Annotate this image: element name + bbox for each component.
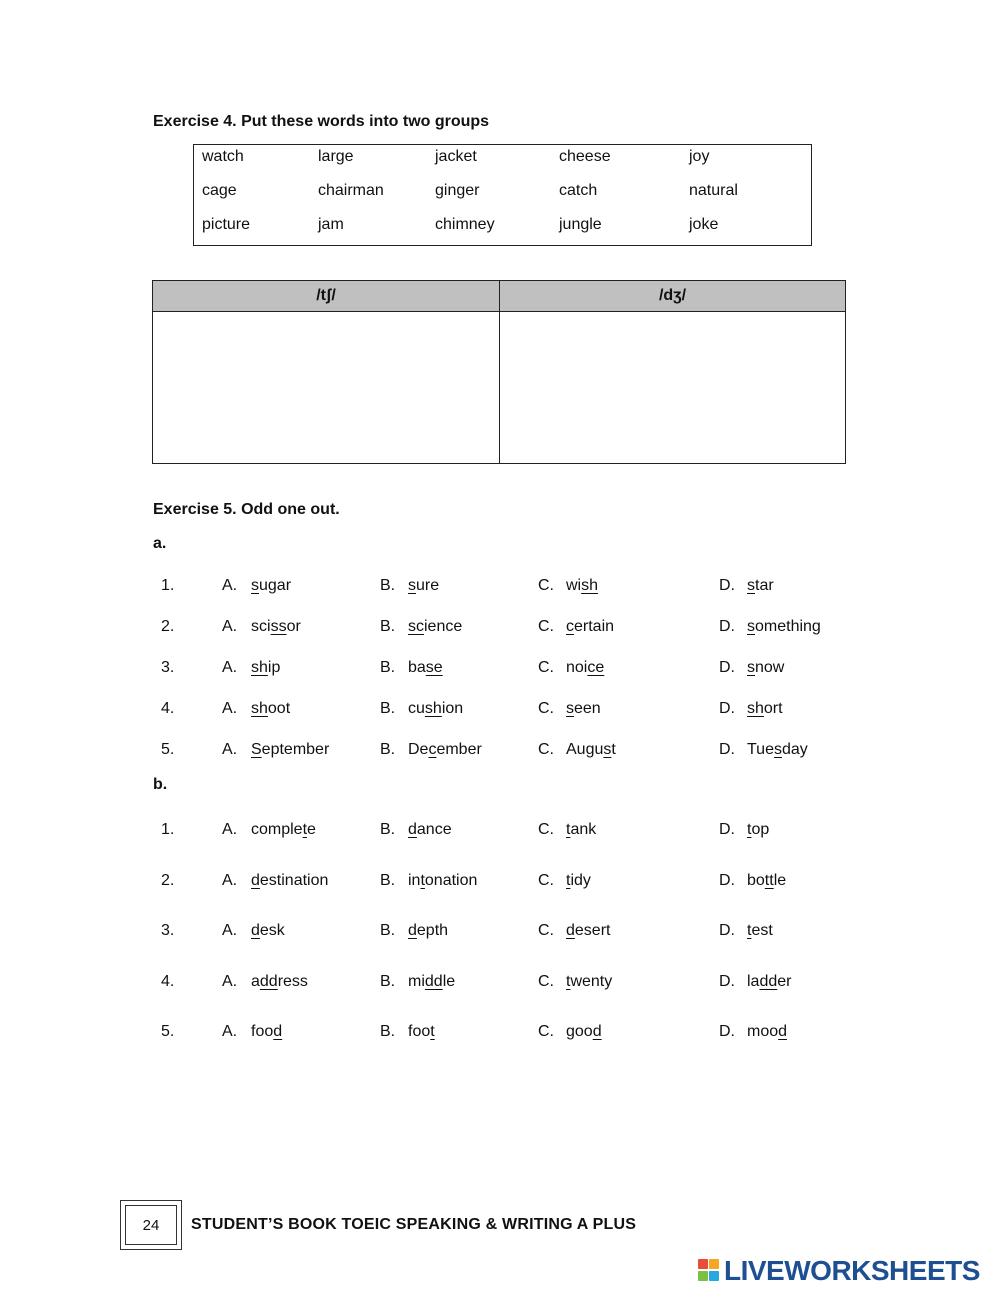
option-word[interactable] [408, 821, 452, 839]
part-b-label: b. [153, 776, 168, 793]
question-number: 3. [161, 922, 175, 939]
option-word[interactable] [251, 821, 316, 839]
word-fragment: wenty [570, 973, 613, 990]
word-fragment: estination [259, 872, 329, 889]
underlined-sound: s [566, 700, 574, 717]
option-letter[interactable]: C. [538, 1023, 554, 1040]
underlined-sound: d [778, 1023, 788, 1040]
option-word[interactable] [566, 700, 601, 718]
word-bank-item[interactable]: picture [202, 216, 251, 233]
option-letter[interactable]: A. [222, 700, 238, 717]
underlined-sound: s [603, 741, 612, 758]
option-letter[interactable]: A. [222, 618, 238, 635]
option-word[interactable] [747, 659, 784, 677]
word-fragment: e [307, 821, 316, 838]
question-number: 1. [161, 821, 175, 838]
word-bank-item[interactable]: jacket [435, 148, 477, 165]
underlined-sound: t [747, 821, 752, 838]
sort-table [152, 280, 846, 464]
underlined-sound: ce [587, 659, 605, 676]
underlined-sound: S [251, 741, 262, 758]
word-fragment: ience [424, 618, 463, 635]
question-row [0, 618, 1000, 642]
option-letter[interactable]: C. [538, 872, 554, 889]
word-bank [193, 144, 812, 246]
question-number: 3. [161, 659, 175, 676]
option-letter[interactable]: D. [719, 872, 735, 889]
underlined-sound: d [566, 922, 575, 939]
question-number: 2. [161, 872, 175, 889]
option-letter[interactable]: B. [380, 741, 396, 758]
question-number: 5. [161, 1023, 175, 1040]
underlined-sound: ss [270, 618, 287, 635]
option-word[interactable] [747, 700, 783, 718]
liveworksheets-wordmark: LIVEWORKSHEETS [724, 1255, 980, 1286]
word-fragment: esert [574, 922, 611, 939]
question-row [0, 577, 1000, 601]
word-fragment: epth [416, 922, 449, 939]
option-letter[interactable]: A. [222, 659, 238, 676]
option-letter[interactable]: D. [719, 922, 735, 939]
option-letter[interactable]: C. [538, 922, 554, 939]
option-letter[interactable]: D. [719, 577, 735, 594]
option-word[interactable] [747, 741, 808, 759]
underlined-sound: t [566, 821, 571, 838]
word-fragment: cu [408, 700, 425, 717]
word-bank-item[interactable]: large [318, 148, 354, 165]
underlined-sound: sh [251, 700, 268, 717]
option-word[interactable] [251, 577, 291, 595]
option-letter[interactable]: A. [222, 1023, 238, 1040]
logo-square-1 [698, 1259, 708, 1269]
underlined-sound: sh [251, 659, 268, 676]
underlined-sound: s [251, 577, 259, 594]
underlined-sound: se [425, 659, 443, 676]
table-header-dzh: /dʒ/ [500, 281, 845, 312]
option-letter[interactable]: C. [538, 659, 554, 676]
underlined-sound: t [420, 872, 425, 889]
underlined-sound: t [566, 973, 571, 990]
option-letter[interactable]: C. [538, 821, 554, 838]
option-word[interactable] [566, 922, 610, 940]
word-fragment: een [574, 700, 601, 717]
question-number: 4. [161, 700, 175, 717]
logo-square-3 [698, 1271, 708, 1281]
option-word[interactable] [408, 741, 482, 759]
word-fragment: esk [259, 922, 285, 939]
option-letter[interactable]: C. [538, 741, 554, 758]
option-word[interactable] [747, 618, 821, 636]
option-letter[interactable]: B. [380, 872, 396, 889]
word-fragment: ank [570, 821, 597, 838]
word-fragment: foo [408, 1023, 431, 1040]
option-word[interactable] [408, 922, 448, 940]
word-fragment: in [408, 872, 421, 889]
option-word[interactable] [566, 659, 604, 677]
option-word[interactable] [408, 618, 462, 636]
underlined-sound: s [408, 577, 416, 594]
underlined-sound: s [747, 659, 755, 676]
underlined-sound: dd [759, 973, 778, 990]
word-fragment: le [442, 973, 456, 990]
word-fragment: goo [566, 1023, 593, 1040]
option-letter[interactable]: B. [380, 618, 396, 635]
option-word[interactable] [251, 922, 285, 940]
word-bank-item[interactable]: jungle [559, 216, 602, 233]
word-fragment: ion [441, 700, 464, 717]
word-fragment: ip [267, 659, 281, 676]
word-fragment: est [751, 922, 773, 939]
word-bank-item[interactable]: cheese [559, 148, 611, 165]
answer-cell-dzh[interactable] [500, 312, 845, 463]
underlined-sound: d [251, 872, 260, 889]
option-word[interactable] [408, 700, 463, 718]
question-row [0, 700, 1000, 724]
word-fragment: ance [416, 821, 452, 838]
underlined-sound: d [592, 1023, 602, 1040]
underlined-sound: s [747, 618, 755, 635]
word-fragment: sci [251, 618, 271, 635]
option-letter[interactable]: C. [538, 700, 554, 717]
page-number: 24 [125, 1205, 177, 1245]
underlined-sound: t [747, 922, 752, 939]
underlined-sound: t [566, 872, 571, 889]
word-bank-item[interactable]: natural [689, 182, 738, 199]
underlined-sound: d [408, 821, 417, 838]
option-letter[interactable]: D. [719, 1023, 735, 1040]
word-bank-item[interactable]: chimney [435, 216, 495, 233]
underlined-sound: sh [747, 700, 764, 717]
word-bank-item[interactable]: ginger [435, 182, 480, 199]
word-fragment: ugar [259, 577, 292, 594]
option-letter[interactable]: B. [380, 821, 396, 838]
word-fragment: ba [408, 659, 426, 676]
option-letter[interactable]: A. [222, 973, 238, 990]
underlined-sound: t [430, 1023, 435, 1040]
word-fragment: ember [436, 741, 482, 758]
word-bank-item[interactable]: cage [202, 182, 237, 199]
option-letter[interactable]: A. [222, 741, 238, 758]
word-fragment: comple [251, 821, 303, 838]
word-fragment: mi [408, 973, 425, 990]
option-word[interactable] [251, 872, 328, 890]
underlined-sound: sc [408, 618, 424, 635]
underlined-sound: dd [424, 973, 443, 990]
word-fragment: le [773, 872, 787, 889]
option-letter[interactable]: C. [538, 973, 554, 990]
question-row [0, 922, 1000, 946]
option-word[interactable] [408, 659, 443, 677]
word-fragment: wi [566, 577, 582, 594]
exercise-5-title: Exercise 5. Odd one out. [153, 501, 340, 518]
underlined-sound: dd [259, 973, 278, 990]
word-fragment: noi [566, 659, 588, 676]
option-word[interactable] [566, 618, 614, 636]
option-word[interactable] [251, 659, 280, 677]
page-number-box [120, 1200, 182, 1250]
part-a-label: a. [153, 535, 167, 552]
option-word[interactable] [251, 1023, 282, 1041]
word-fragment: ure [416, 577, 440, 594]
option-word[interactable] [566, 872, 591, 890]
word-fragment: day [781, 741, 808, 758]
underlined-sound: s [747, 577, 755, 594]
option-word[interactable] [747, 872, 786, 890]
underlined-sound: sh [581, 577, 599, 594]
word-fragment: tar [755, 577, 774, 594]
word-fragment: Augu [566, 741, 604, 758]
option-word[interactable] [747, 821, 769, 839]
option-word[interactable] [251, 973, 308, 991]
underlined-sound: c [428, 741, 437, 758]
word-fragment: oot [267, 700, 291, 717]
word-fragment: or [286, 618, 301, 635]
underlined-sound: d [251, 922, 260, 939]
question-row [0, 821, 1000, 845]
liveworksheets-mark-icon [698, 1259, 720, 1283]
option-word[interactable] [566, 1023, 602, 1041]
option-word[interactable] [566, 973, 612, 991]
option-letter[interactable]: B. [380, 700, 396, 717]
word-fragment: op [751, 821, 770, 838]
option-word[interactable] [408, 872, 477, 890]
option-word[interactable] [251, 741, 329, 759]
option-word[interactable] [747, 922, 773, 940]
word-fragment: omething [755, 618, 821, 635]
option-letter[interactable]: D. [719, 973, 735, 990]
word-bank-item[interactable]: joy [689, 148, 710, 165]
book-title: STUDENT’S BOOK TOEIC SPEAKING & WRITING A PLUS [191, 1216, 637, 1233]
option-letter[interactable]: D. [719, 821, 735, 838]
question-number: 5. [161, 741, 175, 758]
underlined-sound: tt [764, 872, 774, 889]
word-fragment: onation [424, 872, 478, 889]
word-bank-item[interactable]: chairman [318, 182, 384, 199]
question-number: 1. [161, 577, 175, 594]
option-word[interactable] [251, 618, 301, 636]
option-letter[interactable]: B. [380, 1023, 396, 1040]
word-fragment: ress [277, 973, 308, 990]
word-fragment: moo [747, 1023, 779, 1040]
answer-cell-tsh[interactable] [153, 312, 499, 463]
option-letter[interactable]: A. [222, 872, 238, 889]
option-letter[interactable]: B. [380, 659, 396, 676]
word-bank-item[interactable]: watch [202, 148, 244, 165]
underlined-sound: c [566, 618, 574, 635]
logo-square-2 [709, 1259, 719, 1269]
option-word[interactable] [747, 1023, 787, 1041]
word-fragment: ort [763, 700, 783, 717]
underlined-sound: sh [424, 700, 442, 717]
question-row [0, 973, 1000, 997]
word-bank-item[interactable]: joke [689, 216, 719, 233]
option-letter[interactable]: C. [538, 618, 554, 635]
word-fragment: eptember [261, 741, 330, 758]
question-row [0, 741, 1000, 765]
word-fragment: ertain [574, 618, 615, 635]
word-bank-item[interactable]: catch [559, 182, 598, 199]
word-fragment: idy [570, 872, 591, 889]
option-word[interactable] [747, 577, 774, 595]
option-letter[interactable]: B. [380, 922, 396, 939]
option-letter[interactable]: A. [222, 577, 238, 594]
option-letter[interactable]: B. [380, 577, 396, 594]
word-fragment: De [408, 741, 429, 758]
option-letter[interactable]: A. [222, 821, 238, 838]
word-fragment: er [777, 973, 792, 990]
underlined-sound: d [273, 1023, 283, 1040]
underlined-sound: d [408, 922, 417, 939]
underlined-sound: s [773, 741, 782, 758]
option-letter[interactable]: D. [719, 741, 735, 758]
option-word[interactable] [251, 700, 290, 718]
word-fragment: foo [251, 1023, 274, 1040]
option-letter[interactable]: B. [380, 973, 396, 990]
word-fragment: Tue [747, 741, 774, 758]
option-word[interactable] [566, 821, 596, 839]
word-fragment: bo [747, 872, 765, 889]
question-row [0, 659, 1000, 683]
question-row [0, 1023, 1000, 1047]
word-fragment: a [251, 973, 260, 990]
table-header-tsh: /tʃ/ [153, 281, 499, 312]
liveworksheets-logo [698, 1256, 980, 1286]
option-letter[interactable]: D. [719, 659, 735, 676]
logo-square-4 [709, 1271, 719, 1281]
option-word[interactable] [747, 973, 791, 991]
exercise-4-title: Exercise 4. Put these words into two groups [153, 113, 490, 130]
question-row [0, 872, 1000, 896]
word-fragment: now [755, 659, 785, 676]
option-word[interactable] [408, 577, 439, 595]
word-fragment: la [747, 973, 760, 990]
question-number: 2. [161, 618, 175, 635]
option-word[interactable] [408, 973, 455, 991]
option-word[interactable] [566, 577, 598, 595]
option-word[interactable] [408, 1023, 435, 1041]
question-number: 4. [161, 973, 175, 990]
word-bank-item[interactable]: jam [318, 216, 344, 233]
option-letter[interactable]: D. [719, 618, 735, 635]
option-letter[interactable]: C. [538, 577, 554, 594]
word-fragment: t [611, 741, 616, 758]
option-letter[interactable]: D. [719, 700, 735, 717]
underlined-sound: t [302, 821, 308, 838]
option-word[interactable] [566, 741, 616, 759]
option-letter[interactable]: A. [222, 922, 238, 939]
